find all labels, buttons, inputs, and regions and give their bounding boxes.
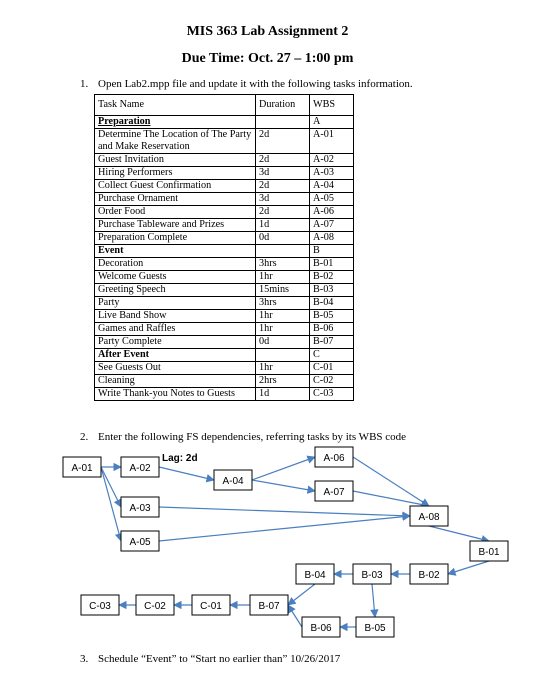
duration-cell: 1d bbox=[256, 388, 310, 401]
task-name-cell: Games and Raffles bbox=[95, 323, 256, 336]
task-name-cell: Cleaning bbox=[95, 375, 256, 388]
wbs-cell: A-04 bbox=[310, 180, 354, 193]
task-row bbox=[95, 271, 354, 284]
task-node bbox=[296, 564, 334, 584]
wbs-cell: B-01 bbox=[310, 258, 354, 271]
wbs-cell: C-03 bbox=[310, 388, 354, 401]
wbs-cell: A-05 bbox=[310, 193, 354, 206]
wbs-cell: B-03 bbox=[310, 284, 354, 297]
task-name-cell: Determine The Location of The Party and Make Reservation bbox=[95, 129, 256, 154]
step-1-number: 1. bbox=[80, 78, 89, 90]
task-node bbox=[121, 497, 159, 517]
due-time: Due Time: Oct. 27 – 1:00 pm bbox=[181, 51, 354, 66]
wbs-cell: C bbox=[310, 349, 354, 362]
task-node bbox=[63, 457, 101, 477]
duration-cell: 1hr bbox=[256, 323, 310, 336]
task-row bbox=[95, 297, 354, 310]
task-row bbox=[95, 167, 354, 180]
task-name-cell: Live Band Show bbox=[95, 310, 256, 323]
duration-cell: 3hrs bbox=[256, 258, 310, 271]
dependency-arrow bbox=[372, 584, 375, 617]
header-duration: Duration bbox=[256, 95, 310, 116]
wbs-cell: C-02 bbox=[310, 375, 354, 388]
task-node-label: A-08 bbox=[418, 512, 440, 523]
phase-row bbox=[95, 349, 354, 362]
task-node bbox=[470, 541, 508, 561]
duration-cell: 3d bbox=[256, 193, 310, 206]
task-node bbox=[121, 457, 159, 477]
duration-cell: 2d bbox=[256, 180, 310, 193]
task-node-label: A-05 bbox=[129, 537, 151, 548]
task-row bbox=[95, 232, 354, 245]
wbs-cell: C-01 bbox=[310, 362, 354, 375]
task-node-label: A-02 bbox=[129, 463, 151, 474]
task-node-label: A-06 bbox=[323, 453, 345, 464]
task-node bbox=[353, 564, 391, 584]
phase-row bbox=[95, 245, 354, 258]
task-row bbox=[95, 258, 354, 271]
header-wbs: WBS bbox=[310, 95, 354, 116]
task-node-label: B-03 bbox=[361, 570, 383, 581]
task-name-cell: Collect Guest Confirmation bbox=[95, 180, 256, 193]
dependency-arrow bbox=[429, 526, 489, 541]
wbs-cell: A-08 bbox=[310, 232, 354, 245]
table-header-row bbox=[95, 95, 354, 116]
task-row bbox=[95, 219, 354, 232]
dependency-diagram bbox=[0, 440, 535, 645]
task-node-label: B-04 bbox=[304, 570, 326, 581]
task-row bbox=[95, 388, 354, 401]
task-name-cell: Purchase Tableware and Prizes bbox=[95, 219, 256, 232]
task-table bbox=[94, 94, 354, 401]
dependency-arrow bbox=[448, 561, 489, 574]
task-row bbox=[95, 310, 354, 323]
task-name-cell: Preparation Complete bbox=[95, 232, 256, 245]
wbs-cell: A-03 bbox=[310, 167, 354, 180]
task-node bbox=[81, 595, 119, 615]
task-row bbox=[95, 206, 354, 219]
task-node-label: B-01 bbox=[478, 547, 500, 558]
task-node bbox=[356, 617, 394, 637]
task-row bbox=[95, 129, 354, 154]
task-name-cell: Party bbox=[95, 297, 256, 310]
task-row bbox=[95, 180, 354, 193]
task-name-cell: Party Complete bbox=[95, 336, 256, 349]
task-name-cell: Preparation bbox=[95, 116, 256, 129]
task-row bbox=[95, 362, 354, 375]
lag-label: Lag: 2d bbox=[162, 453, 198, 464]
wbs-cell: B-07 bbox=[310, 336, 354, 349]
duration-cell: 0d bbox=[256, 336, 310, 349]
duration-cell: 2d bbox=[256, 154, 310, 167]
task-node-label: A-07 bbox=[323, 487, 345, 498]
duration-cell: 2d bbox=[256, 206, 310, 219]
task-name-cell: Purchase Ornament bbox=[95, 193, 256, 206]
task-row bbox=[95, 154, 354, 167]
task-node bbox=[315, 447, 353, 467]
duration-cell: 1hr bbox=[256, 271, 310, 284]
task-node bbox=[410, 564, 448, 584]
task-node bbox=[302, 617, 340, 637]
task-row bbox=[95, 375, 354, 388]
step-3-number: 3. bbox=[80, 653, 89, 665]
task-name-cell: See Guests Out bbox=[95, 362, 256, 375]
wbs-cell: A-06 bbox=[310, 206, 354, 219]
task-name-cell: Hiring Performers bbox=[95, 167, 256, 180]
wbs-cell: B-06 bbox=[310, 323, 354, 336]
task-row bbox=[95, 336, 354, 349]
wbs-cell: B-05 bbox=[310, 310, 354, 323]
task-node-label: A-04 bbox=[222, 476, 244, 487]
task-row bbox=[95, 284, 354, 297]
task-row bbox=[95, 323, 354, 336]
task-name-cell: Write Thank-you Notes to Guests bbox=[95, 388, 256, 401]
dependency-arrow bbox=[252, 480, 315, 491]
task-node-label: C-02 bbox=[144, 601, 166, 612]
dependency-arrow bbox=[159, 516, 410, 541]
wbs-cell: A bbox=[310, 116, 354, 129]
task-node bbox=[250, 595, 288, 615]
task-node-label: C-03 bbox=[89, 601, 111, 612]
task-node bbox=[121, 531, 159, 551]
duration-cell: 0d bbox=[256, 232, 310, 245]
task-node-label: A-01 bbox=[71, 463, 93, 474]
duration-cell: 3hrs bbox=[256, 297, 310, 310]
duration-cell: 3d bbox=[256, 167, 310, 180]
phase-row bbox=[95, 116, 354, 129]
task-table-body bbox=[95, 116, 354, 401]
dependency-arrow bbox=[288, 605, 302, 627]
step-1-text: Open Lab2.mpp file and update it with the following tasks information. bbox=[98, 78, 413, 90]
dependency-arrow bbox=[159, 507, 410, 516]
task-node bbox=[136, 595, 174, 615]
task-node bbox=[192, 595, 230, 615]
task-name-cell: Event bbox=[95, 245, 256, 258]
step-3-text: Schedule “Event” to “Start no earlier than” 10/26/2017 bbox=[98, 653, 341, 665]
duration-cell: 15mins bbox=[256, 284, 310, 297]
step-2-number: 2. bbox=[80, 431, 89, 443]
duration-cell: 1hr bbox=[256, 362, 310, 375]
task-node-label: A-03 bbox=[129, 503, 151, 514]
dependency-arrow bbox=[159, 467, 214, 480]
dependency-arrow bbox=[288, 584, 315, 605]
task-name-cell: Greeting Speech bbox=[95, 284, 256, 297]
dependency-arrow bbox=[101, 467, 121, 541]
wbs-cell: B bbox=[310, 245, 354, 258]
task-name-cell: Welcome Guests bbox=[95, 271, 256, 284]
task-node-label: B-06 bbox=[310, 623, 332, 634]
wbs-cell: A-02 bbox=[310, 154, 354, 167]
wbs-cell: A-01 bbox=[310, 129, 354, 154]
task-node bbox=[410, 506, 448, 526]
document-title: MIS 363 Lab Assignment 2 bbox=[186, 24, 349, 39]
task-node-label: B-02 bbox=[418, 570, 440, 581]
header-task-name: Task Name bbox=[95, 95, 256, 116]
task-node-label: B-05 bbox=[364, 623, 386, 634]
dependency-arrow bbox=[252, 457, 315, 480]
task-name-cell: After Event bbox=[95, 349, 256, 362]
duration-cell bbox=[256, 245, 310, 258]
dependency-arrow bbox=[101, 467, 121, 507]
duration-cell bbox=[256, 349, 310, 362]
task-node-label: B-07 bbox=[258, 601, 280, 612]
task-name-cell: Order Food bbox=[95, 206, 256, 219]
task-node-label: C-01 bbox=[200, 601, 222, 612]
wbs-cell: B-04 bbox=[310, 297, 354, 310]
task-node bbox=[214, 470, 252, 490]
step-2-text: Enter the following FS dependencies, referring tasks by its WBS code bbox=[98, 431, 407, 443]
task-node bbox=[315, 481, 353, 501]
duration-cell bbox=[256, 116, 310, 129]
wbs-cell: A-07 bbox=[310, 219, 354, 232]
duration-cell: 1hr bbox=[256, 310, 310, 323]
duration-cell: 2hrs bbox=[256, 375, 310, 388]
task-row bbox=[95, 193, 354, 206]
duration-cell: 2d bbox=[256, 129, 310, 154]
wbs-cell: B-02 bbox=[310, 271, 354, 284]
duration-cell: 1d bbox=[256, 219, 310, 232]
task-name-cell: Decoration bbox=[95, 258, 256, 271]
task-name-cell: Guest Invitation bbox=[95, 154, 256, 167]
